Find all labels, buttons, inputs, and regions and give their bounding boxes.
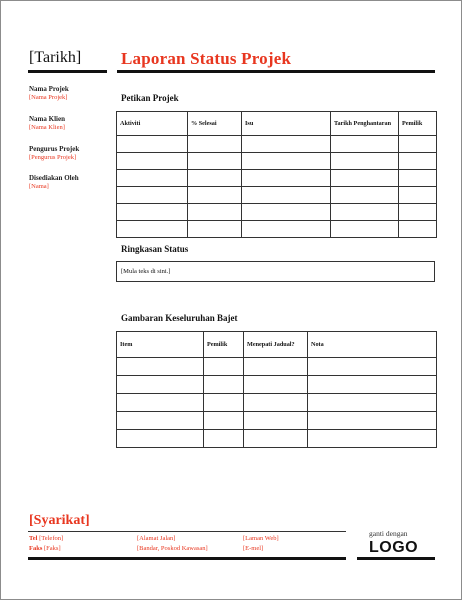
table-cell[interactable] (244, 394, 308, 412)
summary-table (116, 111, 437, 238)
meta-label: Disediakan Oleh (29, 174, 79, 182)
table-row (117, 358, 437, 376)
footer-address (137, 534, 208, 554)
table-cell[interactable] (242, 153, 331, 170)
table-cell[interactable] (242, 221, 331, 238)
table-cell[interactable] (244, 376, 308, 394)
header-rule-left (28, 70, 107, 73)
table-cell[interactable] (399, 153, 437, 170)
table-cell[interactable] (244, 430, 308, 448)
table-cell[interactable] (117, 412, 204, 430)
table-cell[interactable] (188, 153, 242, 170)
fax-label: Faks (29, 545, 43, 552)
column-header: Pemilik (399, 112, 437, 136)
budget-table (116, 331, 437, 448)
column-header: Isu (242, 112, 331, 136)
table-cell[interactable] (117, 136, 188, 153)
table-row (117, 430, 437, 448)
header-rule-right (117, 70, 435, 73)
meta-value[interactable]: [Nama Projek] (29, 94, 68, 101)
table-cell[interactable] (308, 412, 437, 430)
report-title[interactable]: Laporan Status Projek (121, 49, 292, 68)
table-cell[interactable] (331, 187, 399, 204)
table-cell[interactable] (399, 170, 437, 187)
meta-project-manager (29, 145, 109, 161)
column-header: Nota (308, 332, 437, 358)
logo-placeholder[interactable]: LOGO (369, 539, 419, 556)
meta-value[interactable]: [Pengurus Projek] (29, 154, 77, 161)
table-cell[interactable] (308, 358, 437, 376)
column-header: Aktiviti (117, 112, 188, 136)
meta-project-name (29, 85, 109, 101)
table-cell[interactable] (117, 153, 188, 170)
table-cell[interactable] (188, 170, 242, 187)
fax-value[interactable]: [Faks] (44, 545, 61, 552)
table-cell[interactable] (244, 412, 308, 430)
table-cell[interactable] (399, 204, 437, 221)
table-cell[interactable] (204, 430, 244, 448)
table-row (117, 153, 437, 170)
website[interactable]: [Laman Web] (243, 535, 279, 542)
meta-label: Nama Projek (29, 85, 69, 93)
table-cell[interactable] (331, 204, 399, 221)
footer-contact-phone-fax (29, 534, 63, 554)
table-cell[interactable] (242, 204, 331, 221)
column-header: Tarikh Penghantaran (331, 112, 399, 136)
table-cell[interactable] (204, 412, 244, 430)
tel-label: Tel (29, 535, 38, 542)
table-cell[interactable] (117, 221, 188, 238)
table-cell[interactable] (331, 153, 399, 170)
table-row (117, 221, 437, 238)
meta-value[interactable]: [Nama Klien] (29, 124, 65, 131)
table-cell[interactable] (308, 430, 437, 448)
meta-prepared-by (29, 174, 109, 190)
table-cell[interactable] (117, 430, 204, 448)
company-name[interactable]: [Syarikat] (29, 513, 90, 528)
table-cell[interactable] (117, 376, 204, 394)
table-cell[interactable] (308, 376, 437, 394)
table-row (117, 187, 437, 204)
table-cell[interactable] (117, 204, 188, 221)
meta-label: Nama Klien (29, 115, 65, 123)
table-cell[interactable] (331, 170, 399, 187)
table-row (117, 170, 437, 187)
table-row (117, 394, 437, 412)
column-header: % Selesai (188, 112, 242, 136)
status-text-box[interactable]: [Mula teks di sini.] (116, 261, 435, 282)
column-header: Menepati Jadual? (244, 332, 308, 358)
table-cell[interactable] (188, 187, 242, 204)
logo-rule (357, 557, 435, 560)
table-cell[interactable] (117, 170, 188, 187)
table-cell[interactable] (242, 187, 331, 204)
table-cell[interactable] (242, 136, 331, 153)
table-cell[interactable] (117, 187, 188, 204)
logo-caption: ganti dengan (369, 529, 408, 538)
table-cell[interactable] (204, 376, 244, 394)
column-header: Pemilik (204, 332, 244, 358)
table-cell[interactable] (188, 136, 242, 153)
table-cell[interactable] (117, 394, 204, 412)
table-row (117, 412, 437, 430)
status-heading: Ringkasan Status (121, 244, 189, 254)
table-cell[interactable] (188, 204, 242, 221)
meta-value[interactable]: [Nama] (29, 183, 49, 190)
table-cell[interactable] (399, 187, 437, 204)
tel-value[interactable]: [Telefon] (39, 535, 64, 542)
city-postcode[interactable]: [Bandar, Poskod Kawasan] (137, 545, 208, 552)
email[interactable]: [E-mel] (243, 545, 264, 552)
column-header: Item (117, 332, 204, 358)
meta-client-name (29, 115, 109, 131)
table-cell[interactable] (242, 170, 331, 187)
report-date[interactable]: [Tarikh] (29, 49, 82, 66)
table-row (117, 376, 437, 394)
table-cell[interactable] (331, 136, 399, 153)
table-cell[interactable] (399, 136, 437, 153)
footer-divider (28, 531, 346, 532)
table-cell[interactable] (204, 358, 244, 376)
table-cell[interactable] (117, 358, 204, 376)
table-header-row (117, 112, 437, 136)
table-cell[interactable] (204, 394, 244, 412)
summary-heading: Petikan Projek (121, 93, 179, 103)
table-header-row (117, 332, 437, 358)
table-cell[interactable] (399, 221, 437, 238)
table-cell[interactable] (188, 221, 242, 238)
table-row (117, 136, 437, 153)
table-row (117, 204, 437, 221)
street-address[interactable]: [Alamat Jalan] (137, 535, 176, 542)
meta-label: Pengurus Projek (29, 145, 80, 153)
table-cell[interactable] (244, 358, 308, 376)
table-cell[interactable] (331, 221, 399, 238)
budget-heading: Gambaran Keseluruhan Bajet (121, 313, 238, 323)
footer-rule (28, 557, 346, 560)
footer-web-email (243, 534, 279, 554)
table-cell[interactable] (308, 394, 437, 412)
